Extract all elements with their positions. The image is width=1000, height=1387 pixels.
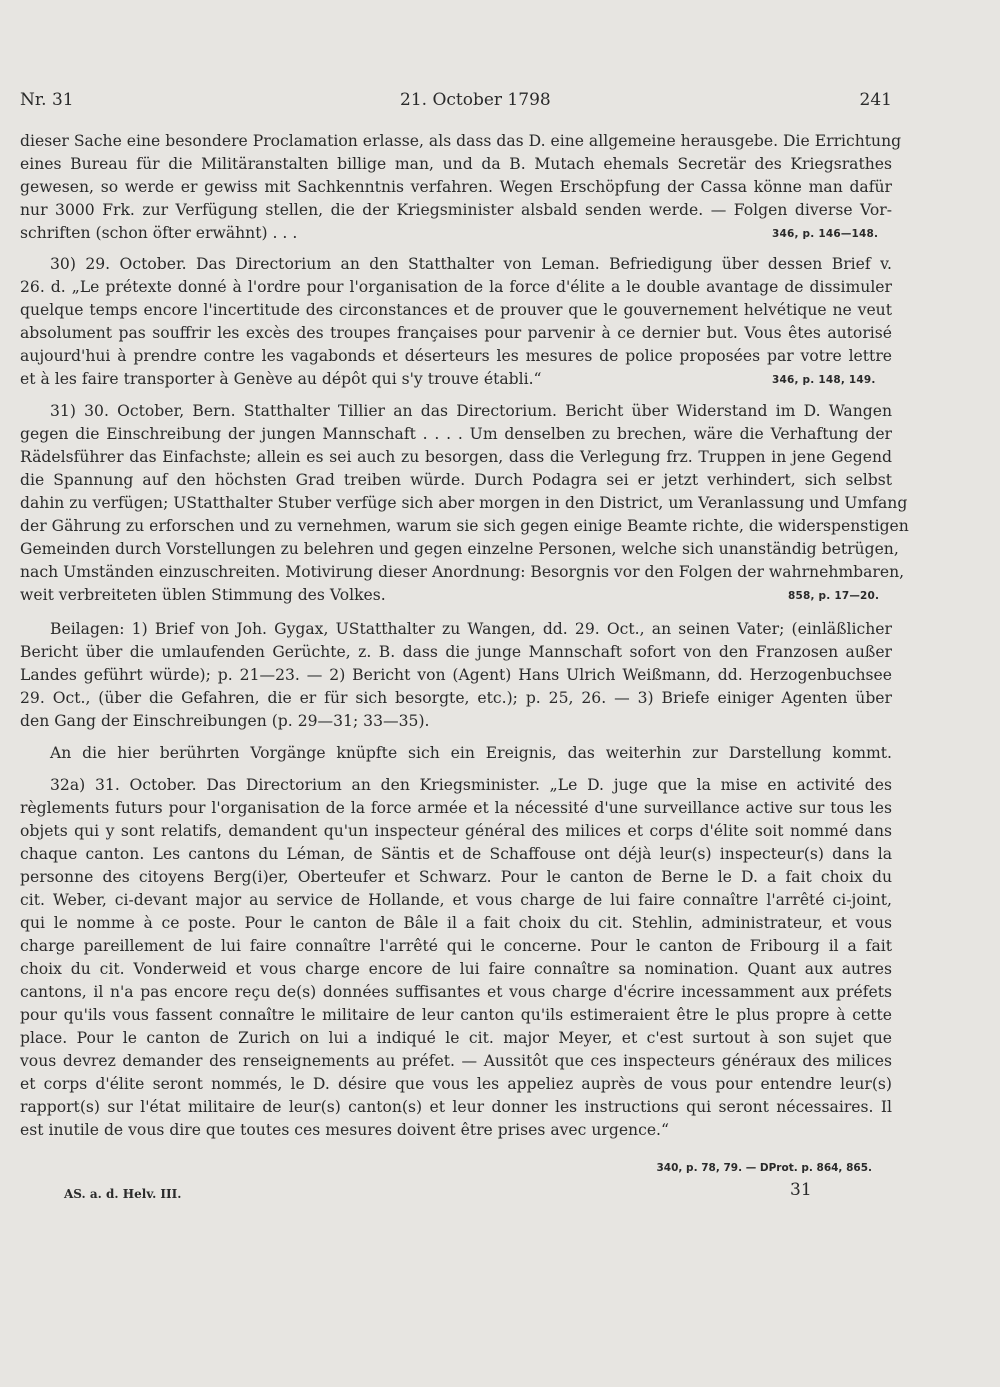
source-reference: 340, p. 78, 79. — DProt. p. 864, 865. — [656, 1162, 872, 1174]
text-line: Gemeinden durch Vorstellungen zu belehren und gegen einzelne Personen, welche sich unanständig betrügen, — [20, 540, 899, 558]
text-line: Landes geführt würde); p. 21—23. — 2) Bericht von (Agent) Hans Ulrich Weißmann, dd. Herzogenbuchsee — [20, 666, 892, 684]
text-line: pour qu'ils vous fassent connaître le militaire de leur canton qu'ils estimeraient être le plus propre à cette — [20, 1006, 892, 1024]
text-line-content: schriften (schon öfter erwähnt) . . . — [20, 224, 298, 242]
header-date: 21. October 1798 — [400, 90, 551, 110]
source-reference: 346, p. 146—148. — [772, 228, 879, 240]
footer-series-title: AS. a. d. Helv. III. — [64, 1187, 182, 1201]
text-line: et corps d'élite seront nommés, le D. désire que vous les appeliez auprès de vous pour entendre leur(s) — [20, 1075, 892, 1093]
text-line-content: et à les faire transporter à Genève au dépôt qui s'y trouve établi.“ — [20, 370, 542, 388]
text-line: choix du cit. Vonderweid et vous charge encore de lui faire connaître sa nomination. Quant aux autres — [20, 960, 892, 978]
header-number: Nr. 31 — [20, 90, 74, 110]
text-line: nach Umständen einzuschreiten. Motivirung dieser Anordnung: Besorgnis vor den Folgen der wahrnehmbaren, — [20, 563, 905, 581]
text-line: objets qui y sont relatifs, demandent qu'un inspecteur général des milices et corps d'élite soit nommé dans — [20, 822, 892, 840]
text-line: chaque canton. Les cantons du Léman, de Säntis et de Schaffouse ont déjà leur(s) inspecteur(s) dans la — [20, 845, 892, 863]
text-line: der Gährung zu erforschen und zu vernehmen, warum sie sich gegen einige Beamte richte, die widerspenstigen — [20, 517, 909, 535]
text-line: die Spannung auf den höchsten Grad treiben würde. Durch Podagra sei er jetzt verhindert, sich selbst — [20, 471, 892, 489]
text-line: aujourd'hui à prendre contre les vagabonds et déserteurs les mesures de police proposées par votre lettre — [20, 347, 892, 365]
text-line: cantons, il n'a pas encore reçu de(s) données suffisantes et vous charge d'écrire incessamment aux préfets — [20, 983, 892, 1001]
entry-heading-line: 31) 30. October, Bern. Statthalter Tillier an das Directorium. Bericht über Widerstand im D. Wangen — [50, 402, 892, 420]
text-line: An die hier berührten Vorgänge knüpfte sich ein Ereignis, das weiterhin zur Darstellung kommt. — [50, 744, 892, 762]
text-line: Bericht über die umlaufenden Gerüchte, z. B. dass die junge Mannschaft sofort von den Franzosen außer — [20, 643, 892, 661]
text-line: dahin zu verfügen; UStatthalter Stuber verfüge sich aber morgen in den District, um Veranlassung und Umfang — [20, 494, 908, 512]
source-reference: 858, p. 17—20. — [788, 590, 880, 602]
text-line-content: weit verbreiteten üblen Stimmung des Volkes. — [20, 586, 386, 604]
text-line: est inutile de vous dire que toutes ces mesures doivent être prises avec urgence.“ — [20, 1121, 669, 1139]
text-line: absolument pas souffrir les excès des troupes françaises pour parvenir à ce dernier but. Vous êtes autorisé — [20, 324, 892, 342]
entry-heading-line: Beilagen: 1) Brief von Joh. Gygax, UStatthalter zu Wangen, dd. 29. Oct., an seinen Vater; (einläßlicher — [50, 620, 892, 638]
text-line: personne des citoyens Berg(i)er, Oberteufer et Schwarz. Pour le canton de Berne le D. a fait choix du — [20, 868, 892, 886]
text-line: quelque temps encore l'incertitude des circonstances et de prouver que le gouvernement helvétique ne veut — [20, 301, 892, 319]
page-number: 241 — [859, 90, 892, 110]
text-line: eines Bureau für die Militäranstalten billige man, und da B. Mutach ehemals Secretär des Kriegsrathes — [20, 155, 892, 173]
text-line: rapport(s) sur l'état militaire de leur(s) canton(s) et leur donner les instructions qui seront nécessaires. Il — [20, 1098, 892, 1116]
footer-signature-number: 31 — [790, 1180, 812, 1200]
text-line: gewesen, so werde er gewiss mit Sachkenntnis verfahren. Wegen Erschöpfung der Cassa könne man dafür — [20, 178, 892, 196]
text-line: cit. Weber, ci-devant major au service de Hollande, et vous charge de lui faire connaître l'arrêté ci-joint, — [20, 891, 892, 909]
text-line: dieser Sache eine besondere Proclamation erlasse, als dass das D. eine allgemeine herausgebe. Die Errichtung — [20, 132, 902, 150]
source-reference: 346, p. 148, 149. — [772, 374, 876, 386]
text-line: den Gang der Einschreibungen (p. 29—31; 33—35). — [20, 712, 430, 730]
text-line: nur 3000 Frk. zur Verfügung stellen, die der Kriegsminister alsbald senden werde. — Folgen diverse Vor- — [20, 201, 892, 219]
text-line: vous devrez demander des renseignements au préfet. — Aussitôt que ces inspecteurs généraux des milices — [20, 1052, 892, 1070]
entry-heading-line: 30) 29. October. Das Directorium an den Statthalter von Leman. Befriedigung über dessen Brief v. — [50, 255, 892, 273]
running-header — [20, 90, 892, 116]
text-line: 29. Oct., (über die Gefahren, die er für sich besorgte, etc.); p. 25, 26. — 3) Briefe einiger Agenten über — [20, 689, 892, 707]
text-line: charge pareillement de lui faire connaître l'arrêté qui le concerne. Pour le canton de Fribourg il a fait — [20, 937, 892, 955]
text-line: 26. d. „Le prétexte donné à l'ordre pour l'organisation de la force d'élite a le double avantage de dissimuler — [20, 278, 892, 296]
text-line: Rädelsführer das Einfachste; allein es sei auch zu besorgen, dass die Verlegung frz. Truppen in jene Gegend — [20, 448, 892, 466]
text-line: place. Pour le canton de Zurich on lui a indiqué le cit. major Meyer, et c'est surtout à son sujet que — [20, 1029, 892, 1047]
entry-heading-line: 32a) 31. October. Das Directorium an den Kriegsminister. „Le D. juge que la mise en activité des — [50, 776, 892, 794]
text-line: règlements futurs pour l'organisation de la force armée et la nécessité d'une surveillance active sur tous les — [20, 799, 892, 817]
text-line: gegen die Einschreibung der jungen Mannschaft . . . . Um denselben zu brechen, wäre die Verhaftung der — [20, 425, 892, 443]
text-line: qui le nomme à ce poste. Pour le canton de Bâle il a fait choix du cit. Stehlin, administrateur, et vous — [20, 914, 892, 932]
